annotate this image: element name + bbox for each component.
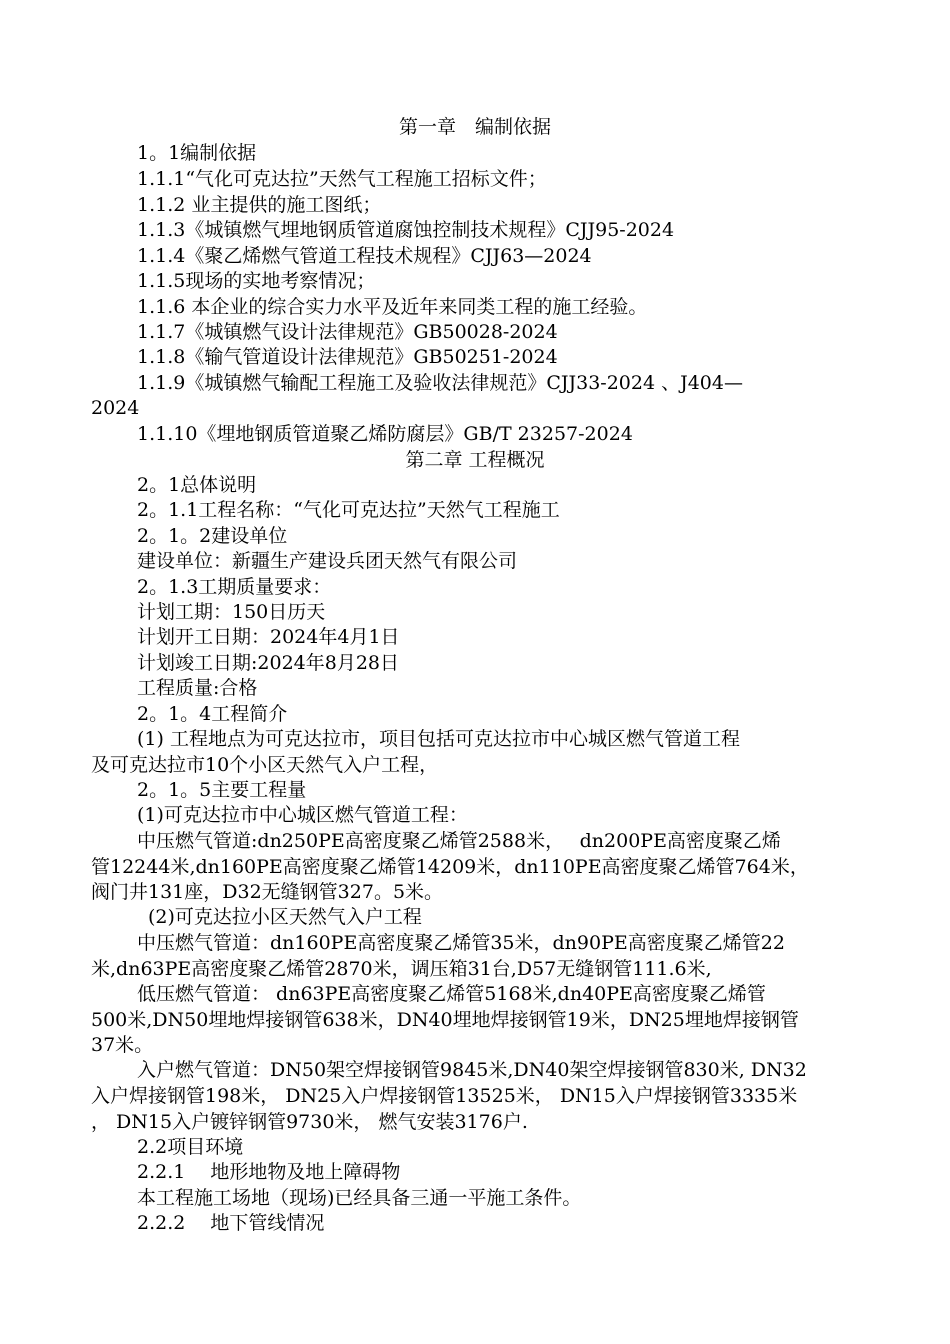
household-line-2: 入户焊接钢管198米， DN25入户焊接钢管13525米， DN15入户焊接钢管3335米 bbox=[91, 1085, 798, 1107]
quality-requirement: 工程质量:合格 bbox=[137, 677, 258, 699]
basis-item-8: 1.1.8《输气管道设计法律规范》GB50251-2024 bbox=[137, 346, 558, 368]
chapter-2-heading: 第二章 工程概况 bbox=[405, 449, 545, 471]
basis-item-7: 1.1.7《城镇燃气设计法律规范》GB50028-2024 bbox=[137, 321, 558, 343]
basis-item-4: 1.1.4《聚乙烯燃气管道工程技术规程》CJJ63—2024 bbox=[137, 245, 592, 267]
basis-item-1: 1.1.1“气化可克达拉”天然气工程施工招标文件； bbox=[137, 168, 547, 190]
schedule-quality-heading: 2。1.3工期质量要求： bbox=[137, 576, 332, 598]
mid-pressure-line-1: 中压燃气管道:dn250PE高密度聚乙烯管2588米， dn200PE高密度聚乙烯 bbox=[137, 830, 781, 852]
planned-duration: 计划工期：150日历天 bbox=[137, 601, 326, 623]
chapter-1-heading: 第一章 编制依据 bbox=[398, 116, 551, 138]
basis-item-9: 1.1.9《城镇燃气输配工程施工及验收法律规范》CJJ33-2024 、J404— bbox=[137, 372, 743, 394]
underground-pipelines-heading: 2.2.2 地下管线情况 bbox=[137, 1212, 325, 1234]
basis-item-3: 1.1.3《城镇燃气埋地钢质管道腐蚀控制技术规程》CJJ95-2024 bbox=[137, 219, 675, 241]
section-2-2-heading: 2.2项目环境 bbox=[137, 1136, 244, 1158]
planned-start: 计划开工日期：2024年4月1日 bbox=[137, 626, 400, 648]
mid-pressure-line-2: 管12244米,dn160PE高密度聚乙烯管14209米，dn110PE高密度聚乙烯管764米， bbox=[91, 856, 809, 878]
quantities-part-2-heading: (2)可克达拉小区天然气入户工程 bbox=[148, 906, 422, 928]
section-1-1-heading: 1。1编制依据 bbox=[137, 142, 257, 164]
project-name: 2。1.1工程名称：“气化可克达拉”天然气工程施工 bbox=[137, 499, 560, 521]
household-line-3: ， DN15入户镀锌钢管9730米， 燃气安装3176户. bbox=[91, 1111, 528, 1133]
project-summary-line-1: (1) 工程地点为可克达拉市，项目包括可克达拉市中心城区燃气管道工程 bbox=[137, 728, 740, 750]
site-conditions: 本工程施工场地（现场)已经具备三通一平施工条件。 bbox=[137, 1187, 582, 1209]
low-pressure-line-2: 500米,DN50埋地焊接钢管638米，DN40埋地焊接钢管19米，DN25埋地焊接钢管 bbox=[91, 1009, 799, 1031]
planned-finish: 计划竣工日期:2024年8月28日 bbox=[137, 652, 400, 674]
builder-name: 建设单位：新疆生产建设兵团天然气有限公司 bbox=[137, 550, 518, 572]
basis-item-10: 1.1.10《埋地钢质管道聚乙烯防腐层》GB/T 23257-2024 bbox=[137, 423, 633, 445]
mid-pressure-line-3: 阀门井131座，D32无缝钢管327。5米。 bbox=[91, 881, 444, 903]
household-line-1: 入户燃气管道：DN50架空焊接钢管9845米,DN40架空焊接钢管830米, DN32 bbox=[137, 1059, 807, 1081]
low-pressure-line-3: 37米。 bbox=[91, 1034, 154, 1056]
low-pressure-line-1: 低压燃气管道： dn63PE高密度聚乙烯管5168米,dn40PE高密度聚乙烯管 bbox=[137, 983, 766, 1005]
quantities-heading: 2。1。5主要工程量 bbox=[137, 779, 307, 801]
terrain-heading: 2.2.1 地形地物及地上障碍物 bbox=[137, 1161, 401, 1183]
part-2-mid-pressure-line-2: 米,dn63PE高密度聚乙烯管2870米，调压箱31台,D57无缝钢管111.6米, bbox=[91, 958, 712, 980]
basis-item-2: 1.1.2 业主提供的施工图纸； bbox=[137, 194, 382, 216]
project-summary-line-2: 及可克达拉市10个小区天然气入户工程， bbox=[91, 754, 439, 776]
basis-item-9-continued: 2024 bbox=[91, 397, 140, 419]
basis-item-6: 1.1.6 本企业的综合实力水平及近年来同类工程的施工经验。 bbox=[137, 296, 648, 318]
section-2-1-heading: 2。1总体说明 bbox=[137, 474, 257, 496]
builder-heading: 2。1。2建设单位 bbox=[137, 525, 288, 547]
basis-item-5: 1.1.5现场的实地考察情况； bbox=[137, 270, 376, 292]
project-summary-heading: 2。1。4工程简介 bbox=[137, 703, 288, 725]
quantities-part-1-heading: (1)可克达拉市中心城区燃气管道工程： bbox=[137, 804, 468, 826]
part-2-mid-pressure-line-1: 中压燃气管道：dn160PE高密度聚乙烯管35米，dn90PE高密度聚乙烯管22 bbox=[137, 932, 785, 954]
